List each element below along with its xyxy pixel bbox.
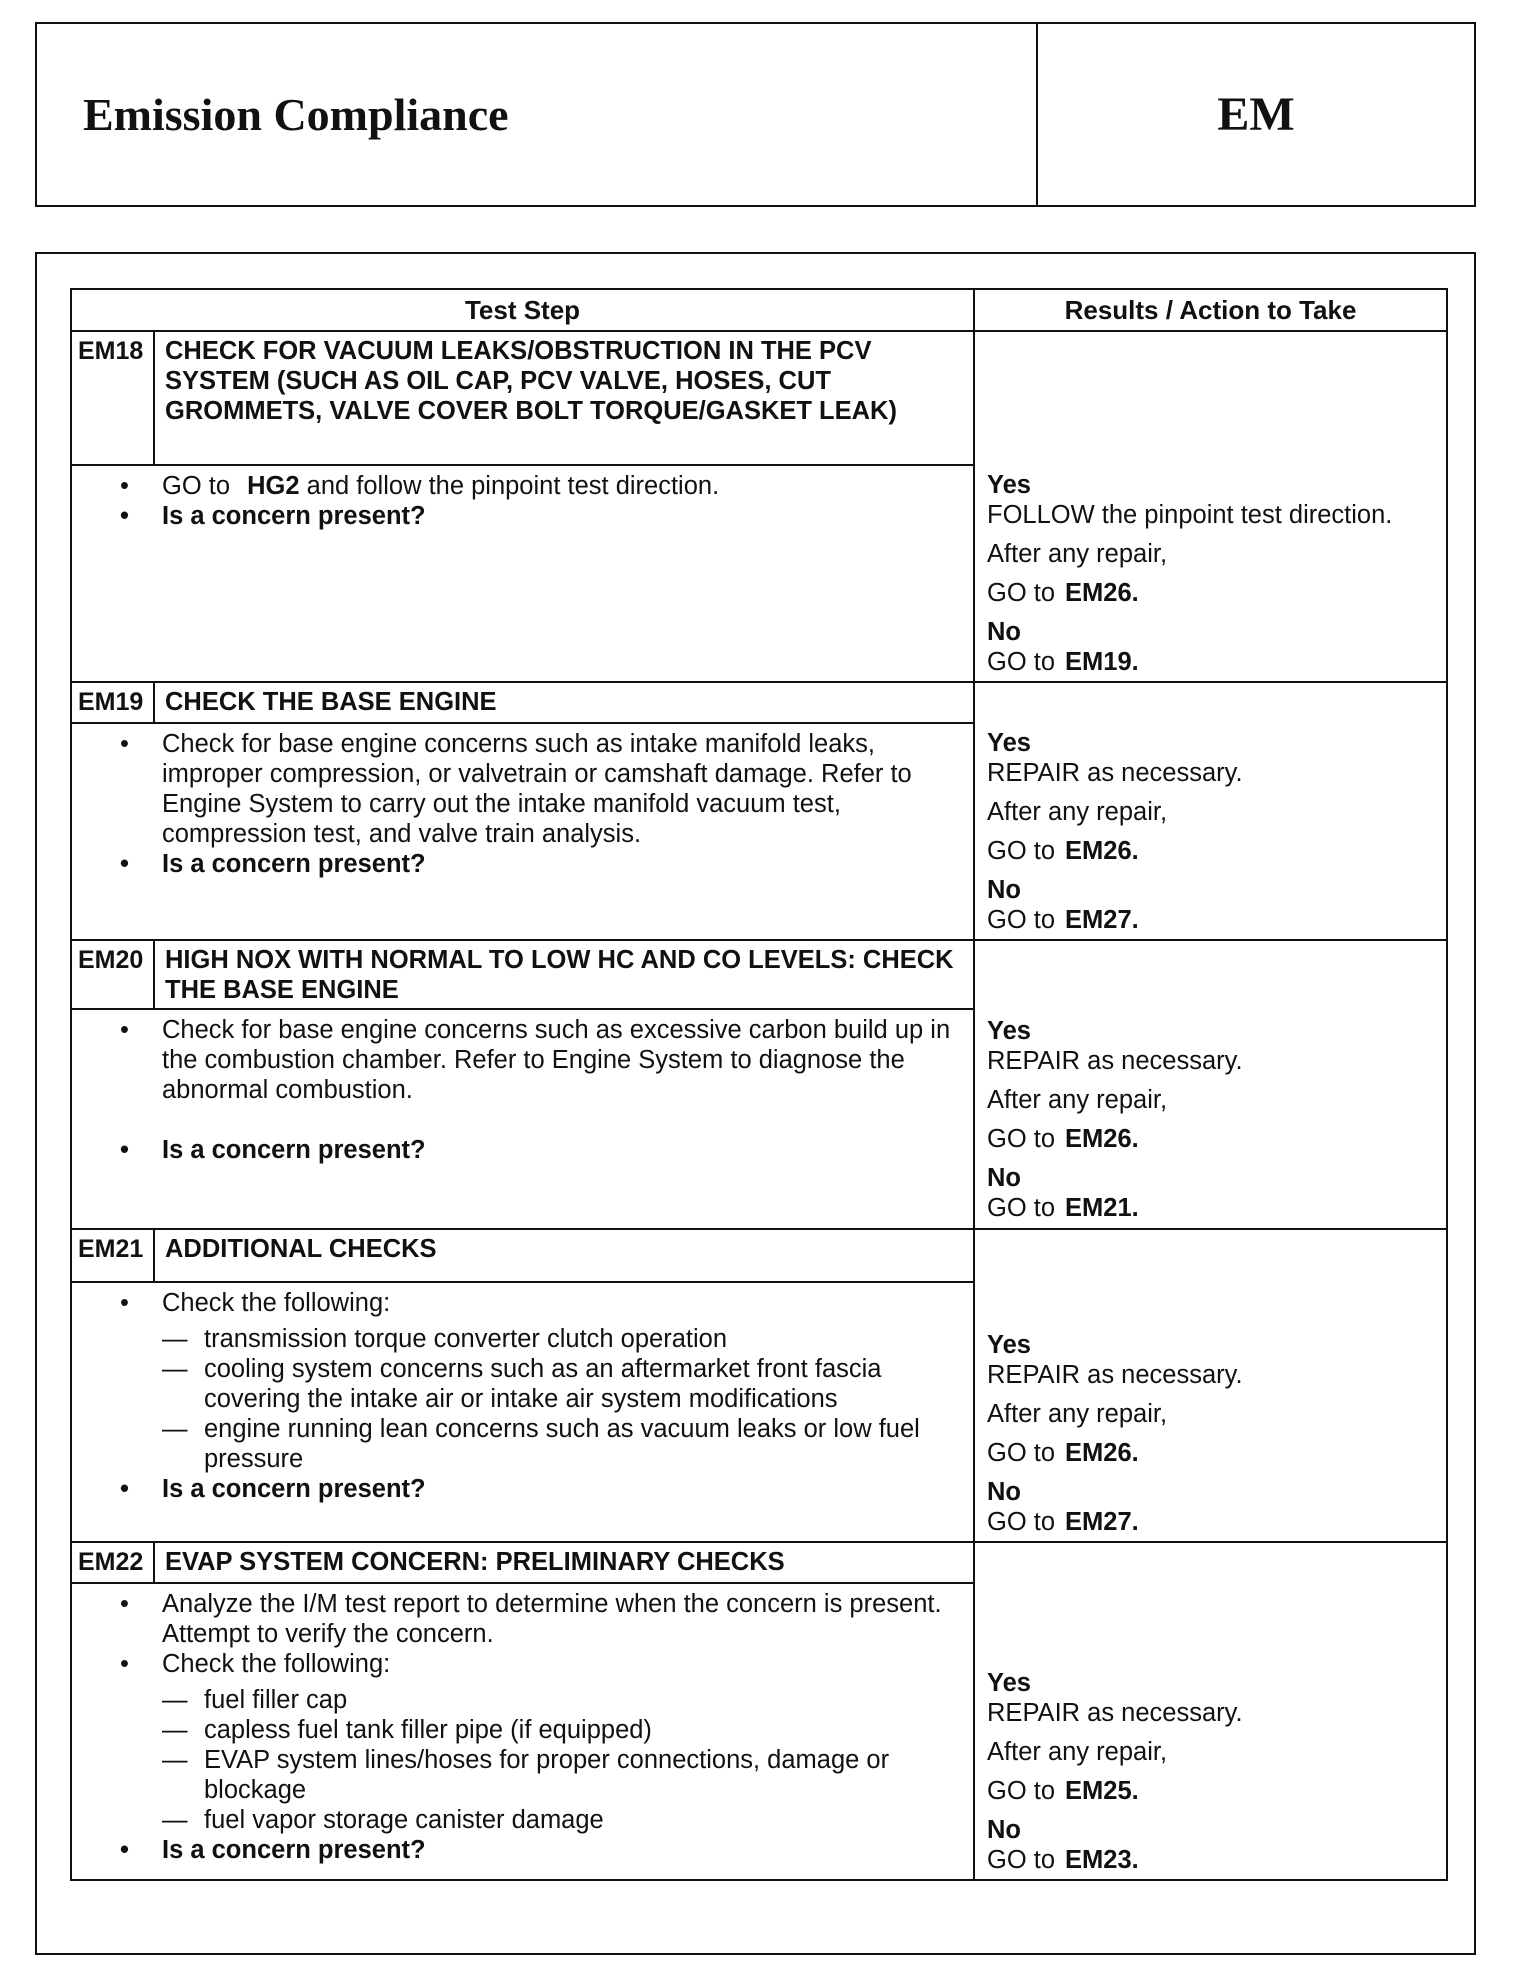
test-panel [35,252,1476,1955]
check-item: — EVAP system lines/hoses for proper connections, damage or blockage [204,1745,973,1805]
yes-action: FOLLOW the pinpoint test direction. [987,501,1393,529]
yes-step-ref: EM26. [1065,1125,1139,1153]
instruction-item: • Check for base engine concerns such as intake manifold leaks, improper compression, or valvetrain or camshaft damage. Refer to Engine System to carry out the intake manifold vacuum test, compression test, and valve train analysis. [162,729,973,849]
step-title: CHECK FOR VACUUM LEAKS/OBSTRUCTION IN THE PCV SYSTEM (SUCH AS OIL CAP, PCV VALVE, HOSES, CUT GROMMETS, VALVE COVER BOLT TORQUE/GASKET LEAK) [154,331,974,465]
instruction-text: Check the following: [162,1289,391,1317]
no-label: No [987,876,1022,904]
yes-label: Yes [987,471,1031,499]
check-item: — capless fuel tank filler pipe (if equipped) [204,1715,973,1745]
no-label: No [987,1816,1022,1844]
yes-goto [987,836,1440,866]
goto-text: GO to [987,1846,1056,1874]
goto-text: GO to [987,906,1056,934]
instruction-item [162,1649,973,1835]
goto-text: GO to [987,1777,1056,1805]
check-list [162,1324,973,1474]
yes-goto [987,1438,1440,1468]
no-goto [987,1193,1440,1223]
after-repair-text: After any repair, [987,798,1168,826]
no-step-ref: EM27. [1065,1508,1139,1536]
yes-label: Yes [987,1331,1031,1359]
step-result [974,1542,1447,1880]
step-result [974,940,1447,1229]
check-item: — fuel filler cap [204,1685,973,1715]
page-header [35,22,1476,207]
question-item: • Is a concern present? [162,849,973,879]
step-id: EM22 [71,1542,154,1583]
no-goto [987,905,1440,935]
instruction-item [162,1288,973,1474]
step-instructions [72,1010,973,1169]
yes-goto [987,1124,1440,1154]
question-item: • Is a concern present? [162,1835,973,1865]
step-id: EM20 [71,940,154,1009]
after-repair-text: After any repair, [987,1738,1168,1766]
after-repair-text: After any repair, [987,540,1168,568]
no-goto [987,647,1440,677]
no-step-ref: EM21. [1065,1194,1139,1222]
yes-label: Yes [987,729,1031,757]
step-body [71,1282,974,1542]
column-header-results: Results / Action to Take [974,289,1447,331]
step-result [974,1229,1447,1542]
question-item: • Is a concern present? [162,1135,973,1165]
no-step-ref: EM19. [1065,648,1139,676]
step-title: CHECK THE BASE ENGINE [154,682,974,723]
check-item: — cooling system concerns such as an aftermarket front fascia covering the intake air or intake air system modifications [204,1354,973,1414]
column-header-test-step: Test Step [71,289,974,331]
goto-text: GO to [987,1508,1056,1536]
no-step-ref: EM27. [1065,906,1139,934]
instruction-item [162,471,973,501]
instruction-text: and follow the pinpoint test direction. [306,472,720,500]
question-item: • Is a concern present? [162,501,973,531]
goto-text: GO to [987,579,1056,607]
step-result [974,682,1447,940]
no-label: No [987,618,1022,646]
step-body [71,465,974,682]
no-goto [987,1845,1440,1875]
step-body [71,1583,974,1880]
question-item: • Is a concern present? [162,1474,973,1504]
no-goto [987,1507,1440,1537]
step-instructions [72,1584,973,1869]
no-step-ref: EM23. [1065,1846,1139,1874]
step-body [71,723,974,940]
step-title: EVAP SYSTEM CONCERN: PRELIMINARY CHECKS [154,1542,974,1583]
table-header-row [71,289,1447,331]
yes-action: REPAIR as necessary. [987,1699,1243,1727]
instruction-text: GO to [162,472,231,500]
yes-action: REPAIR as necessary. [987,1047,1243,1075]
goto-text: GO to [987,1194,1056,1222]
step-instructions [72,724,973,883]
section-code: EM [1217,88,1295,141]
step-title-row [71,1229,1447,1282]
step-title-row [71,940,1447,1009]
step-title-row [71,331,1447,465]
step-title: HIGH NOX WITH NORMAL TO LOW HC AND CO LEVELS: CHECK THE BASE ENGINE [154,940,974,1009]
section-title: Emission Compliance [37,24,1038,205]
yes-action: REPAIR as necessary. [987,1361,1243,1389]
no-label: No [987,1164,1022,1192]
test-step-table [70,288,1448,1881]
yes-action: REPAIR as necessary. [987,759,1243,787]
instruction-item: • Analyze the I/M test report to determine when the concern is present. Attempt to verify the concern. [162,1589,973,1649]
yes-label: Yes [987,1017,1031,1045]
step-title: ADDITIONAL CHECKS [154,1229,974,1282]
goto-text: GO to [987,648,1056,676]
instruction-text: Check the following: [162,1650,391,1678]
yes-label: Yes [987,1669,1031,1697]
goto-text: GO to [987,1125,1056,1153]
goto-text: GO to [987,1439,1056,1467]
yes-step-ref: EM25. [1065,1777,1139,1805]
no-label: No [987,1478,1022,1506]
step-id: EM19 [71,682,154,723]
step-id: EM21 [71,1229,154,1282]
test-ref: HG2 [247,472,300,500]
step-id: EM18 [71,331,154,465]
yes-step-ref: EM26. [1065,579,1139,607]
yes-goto [987,1776,1440,1806]
step-title-row [71,1542,1447,1583]
step-title-row [71,682,1447,723]
check-item: — engine running lean concerns such as vacuum leaks or low fuel pressure [204,1414,973,1474]
yes-step-ref: EM26. [1065,1439,1139,1467]
after-repair-text: After any repair, [987,1086,1168,1114]
after-repair-text: After any repair, [987,1400,1168,1428]
yes-step-ref: EM26. [1065,837,1139,865]
check-list [162,1685,973,1835]
instruction-item: • Check for base engine concerns such as excessive carbon build up in the combustion chamber. Refer to Engine System to diagnose the abnormal combustion. [162,1015,973,1105]
goto-text: GO to [987,837,1056,865]
step-body [71,1009,974,1229]
step-instructions [72,1283,973,1508]
yes-goto [987,578,1440,608]
check-item: — fuel vapor storage canister damage [204,1805,973,1835]
step-instructions [72,466,973,535]
check-item: — transmission torque converter clutch operation [204,1324,973,1354]
step-result [974,331,1447,682]
